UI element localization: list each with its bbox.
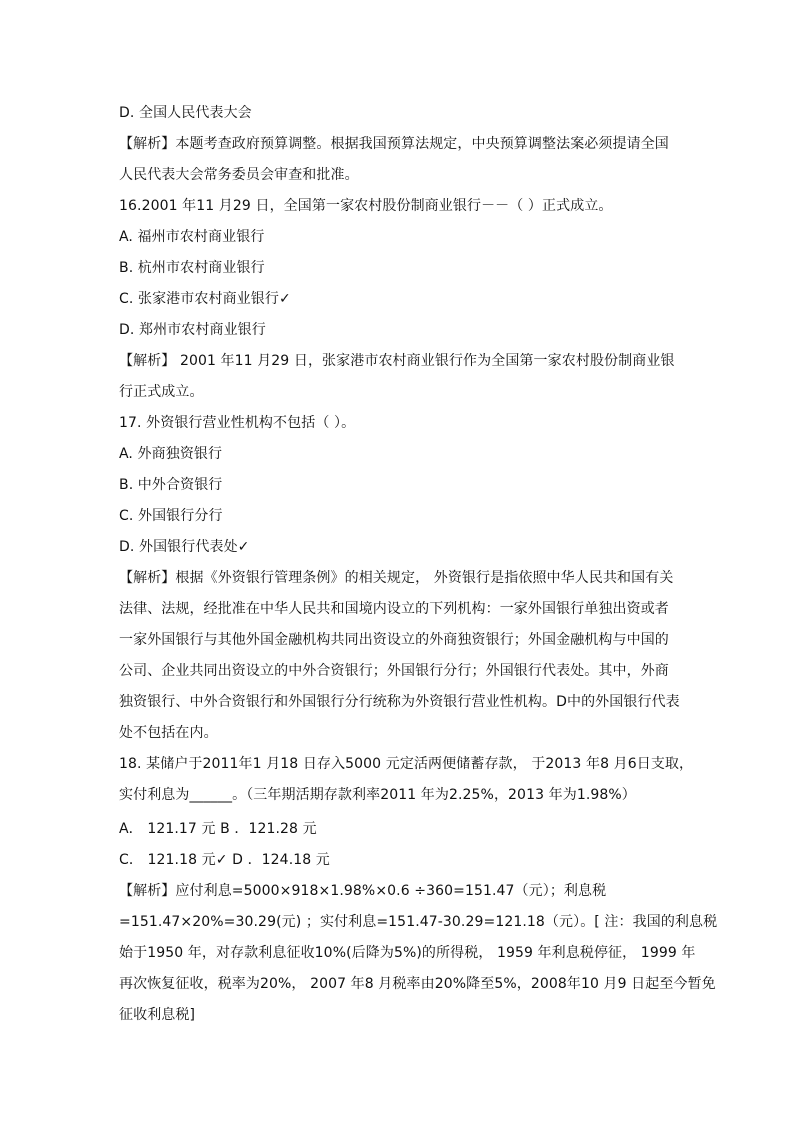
question-16: 16.2001 年11 月29 日，全国第一家农村股份制商业银行－－（ ）正式成立。 [119,198,613,214]
analysis-q15-line2: 人民代表大会常务委员会审查和批准。 [119,167,359,183]
analysis-q18-line5: 征收利息税] [119,1007,196,1023]
analysis-q18-line2: =151.47×20%=30.29(元) ；实付利息=151.47-30.29=121.18（元）。[ 注：我国的利息税 [119,914,718,930]
option-b-q16: B. 杭州市农村商业银行 [119,260,265,276]
analysis-q17-line4: 公司、企业共同出资设立的中外合资银行；外国银行分行；外国银行代表处。其中，外商 [119,663,669,679]
options-ab-q18: A． 121.17 元 B ．121.28 元 [119,821,317,837]
analysis-q15-line1: 【解析】本题考查政府预算调整。根据我国预算法规定，中央预算调整法案必须提请全国 [119,136,669,152]
option-c-q16: C. 张家港市农村商业银行✓ [119,291,291,307]
option-c-q17: C. 外国银行分行 [119,508,223,524]
analysis-q16-line1: 【解析】 2001 年11 月29 日，张家港市农村商业银行作为全国第一家农村股份制商业银 [119,353,675,369]
option-b-q17: B. 中外合资银行 [119,477,223,493]
analysis-q17-line1: 【解析】根据《外资银行管理条例》的相关规定， 外资银行是指依照中华人民共和国有关 [119,570,674,586]
analysis-q18-line1: 【解析】应付利息=5000×918×1.98%×0.6 ÷360=151.47（元）；利息税 [119,883,607,899]
analysis-q18-line3: 始于1950 年，对存款利息征收10%(后降为5%)的所得税， 1959 年利息税停征， 1999 年 [119,945,696,961]
options-cd-q18: C． 121.18 元✓ D ．124.18 元 [119,852,330,868]
question-18-line2: 实付利息为______。（三年期活期存款利率2011 年为2.25%，2013 年为1.98%） [119,787,636,803]
analysis-q17-line5: 独资银行、中外合资银行和外国银行分行统称为外资银行营业性机构。D中的外国银行代表 [119,694,680,710]
analysis-q17-line2: 法律、法规，经批准在中华人民共和国境内设立的下列机构：一家外国银行单独出资或者 [119,601,669,617]
option-d-q17: D. 外国银行代表处✓ [119,539,250,555]
analysis-q16-line2: 行正式成立。 [119,384,204,400]
option-a-q17: A. 外商独资银行 [119,446,223,462]
question-18-line1: 18. 某储户于2011年1 月18 日存入5000 元定活两便储蓄存款， 于2013 年8 月6日支取， [119,756,694,772]
option-d-q16: D. 郑州市农村商业银行 [119,322,266,338]
option-a-q16: A. 福州市农村商业银行 [119,229,265,245]
question-17: 17. 外资银行营业性机构不包括（ ）。 [119,415,356,431]
analysis-q17-line6: 处不包括在内。 [119,725,218,741]
option-d-q15: D. 全国人民代表大会 [119,105,252,121]
analysis-q17-line3: 一家外国银行与其他外国金融机构共同出资设立的外商独资银行；外国金融机构与中国的 [119,632,669,648]
analysis-q18-line4: 再次恢复征收，税率为20%， 2007 年8 月税率由20%降至5%，2008年10 月9 日起至今暂免 [119,976,716,992]
